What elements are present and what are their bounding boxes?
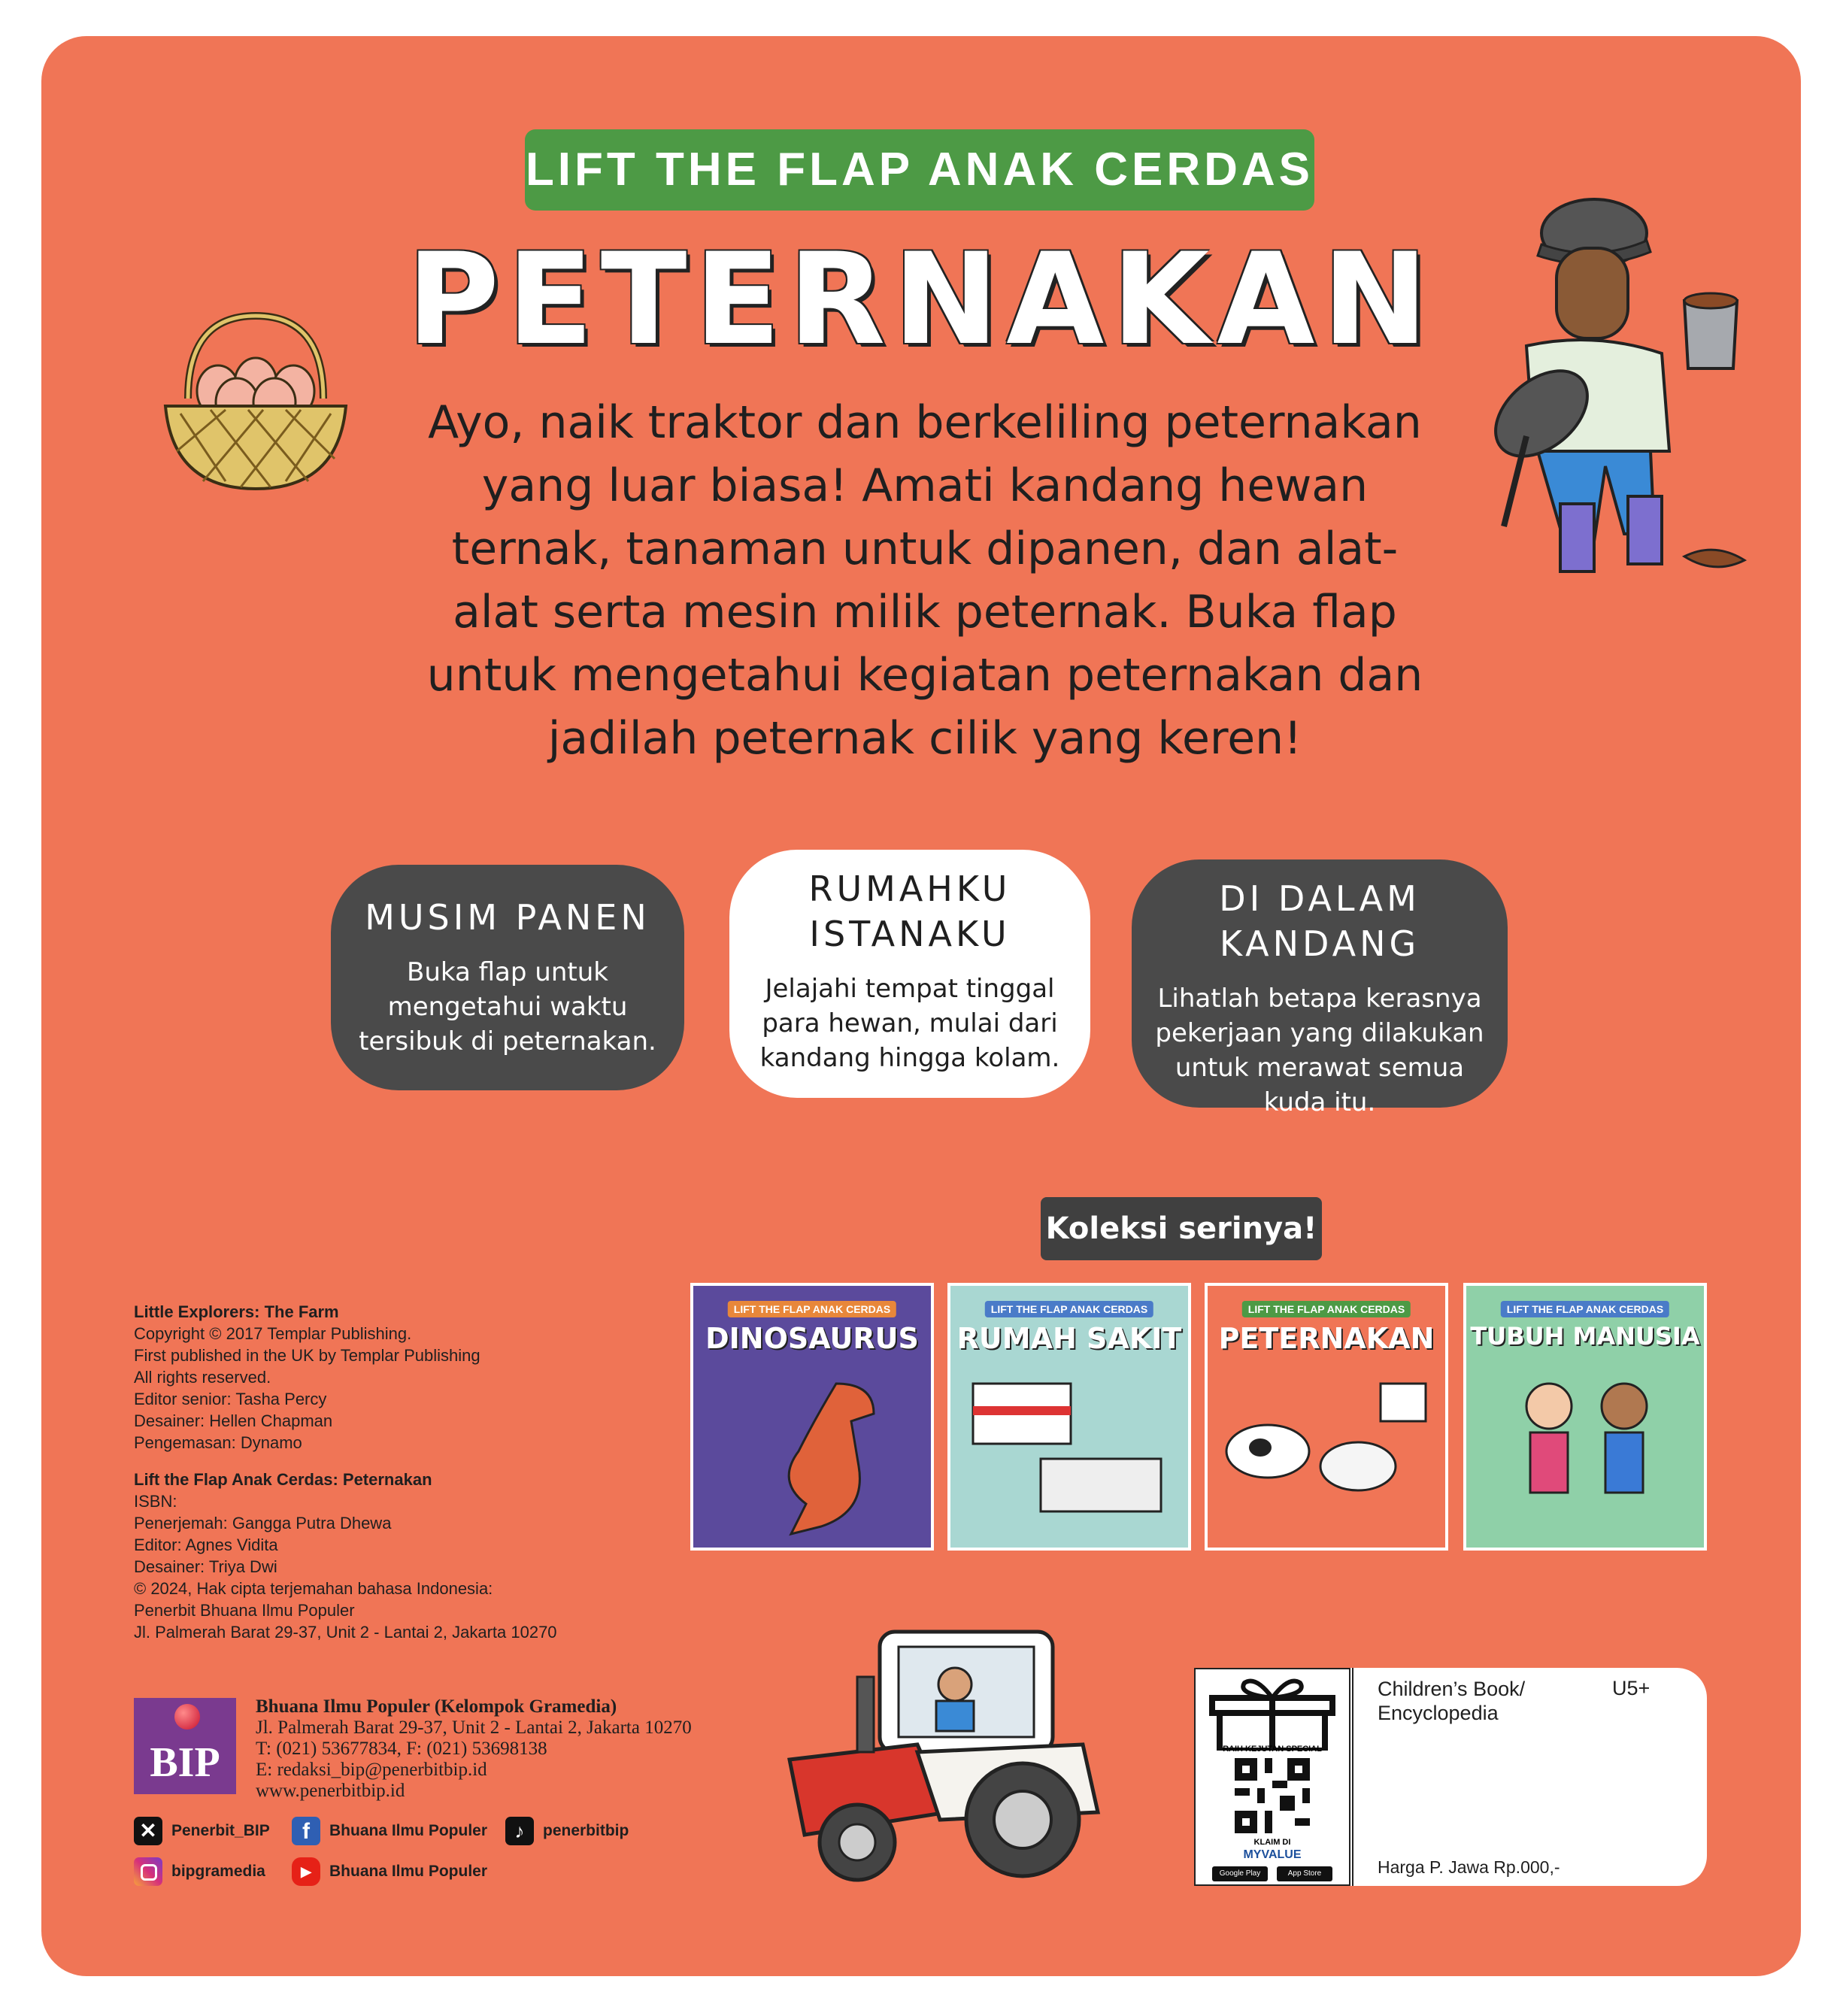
age-rating: U5+ (1612, 1677, 1651, 1699)
book-cover-peternakan (1205, 1283, 1448, 1551)
hospital-illustration (965, 1369, 1176, 1542)
myvalue-brand: MYVALUE (1243, 1848, 1302, 1861)
book-cover-dinosaurus (690, 1283, 934, 1551)
credit-line: Desainer: Hellen Chapman (134, 1411, 333, 1430)
social-instagram[interactable]: bipgramedia (134, 1857, 265, 1886)
feature-title: RUMAHKU ISTANAKU (808, 869, 1011, 954)
youtube-icon: ▶ (292, 1857, 320, 1886)
instagram-icon (134, 1857, 162, 1886)
publisher-line: www.penerbitbip.id (256, 1781, 405, 1801)
bip-logo: BIP (134, 1698, 236, 1794)
credit-line: © 2024, Hak cipta terjemahan bahasa Indonesia: (134, 1579, 493, 1598)
book-title: PETERNAKAN (406, 226, 1436, 373)
category-text: Children’s Book/ Encyclopedia (1378, 1678, 1526, 1724)
dinosaur-illustration (746, 1376, 896, 1542)
price-text: Harga P. Jawa Rp.000,- (1378, 1857, 1560, 1877)
google-play-badge[interactable]: Google Play (1212, 1866, 1268, 1881)
social-facebook[interactable]: f Bhuana Ilmu Populer (292, 1817, 487, 1845)
collection-label: Koleksi serinya! (1041, 1197, 1322, 1260)
blurb-line: Ayo, naik traktor dan berkeliling peternakan (428, 396, 1422, 449)
credit-line: Penerjemah: Gangga Putra Dhewa (134, 1514, 392, 1532)
book-cover-tubuh-manusia (1463, 1283, 1707, 1551)
app-store-badge[interactable]: App Store (1277, 1866, 1332, 1881)
credit-line: Copyright © 2017 Templar Publishing. (134, 1324, 412, 1343)
feature-text: Jelajahi tempat tinggal para hewan, mulai dari kandang hingga kolam. (759, 974, 1060, 1073)
gift-icon (1203, 1675, 1341, 1751)
credit-line: Lift the Flap Anak Cerdas: Peternakan (134, 1470, 432, 1489)
feature-title: DI DALAM KANDANG (1219, 878, 1420, 964)
book-name: DINOSAURUS (705, 1322, 919, 1355)
human-body-illustration (1496, 1369, 1677, 1542)
feature-title: MUSIM PANEN (365, 897, 650, 938)
blurb (421, 391, 1429, 770)
feature-bubble-musim-panen (331, 865, 684, 1090)
book-series-label: LIFT THE FLAP ANAK CERDAS (728, 1301, 896, 1317)
book-name: PETERNAKAN (1218, 1322, 1435, 1355)
social-x[interactable]: ✕ Penerbit_BIP (134, 1817, 270, 1845)
divider (1352, 1668, 1353, 1886)
egg-basket-illustration (158, 308, 353, 496)
myvalue-qr-box[interactable] (1194, 1668, 1350, 1886)
credits (134, 1301, 720, 1643)
x-icon: ✕ (134, 1817, 162, 1845)
blurb-line: ternak, tanaman untuk dipanen, dan alat- (451, 523, 1399, 575)
credit-line: All rights reserved. (134, 1368, 271, 1387)
tractor-illustration (767, 1617, 1113, 1887)
feature-text: Buka flap untuk mengetahui waktu tersibuk di peternakan. (359, 957, 656, 1057)
credit-line: Pengemasan: Dynamo (134, 1433, 302, 1452)
series-banner: LIFT THE FLAP ANAK CERDAS (525, 129, 1314, 211)
book-series-label: LIFT THE FLAP ANAK CERDAS (985, 1301, 1153, 1317)
credit-line: Jl. Palmerah Barat 29-37, Unit 2 - Lantai 2, Jakarta 10270 (134, 1623, 557, 1642)
myvalue-top-text: RAIH KEJUTAN SPECIAL (1223, 1745, 1322, 1754)
tiktok-icon: ♪ (505, 1817, 534, 1845)
book-cover-rumah-sakit (947, 1283, 1191, 1551)
qr-code[interactable] (1235, 1758, 1310, 1833)
blurb-line: jadilah peternak cilik yang keren! (547, 712, 1302, 765)
feature-text: Lihatlah betapa kerasnya pekerjaan yang dilakukan untuk merawat semua kuda itu. (1155, 984, 1484, 1117)
credit-line: Penerbit Bhuana Ilmu Populer (134, 1601, 355, 1620)
social-tiktok[interactable]: ♪ penerbitbip (505, 1817, 629, 1845)
blurb-line: yang luar biasa! Amati kandang hewan (481, 459, 1369, 512)
credit-line: Editor senior: Tasha Percy (134, 1390, 327, 1408)
blurb-line: untuk mengetahui kegiatan peternakan dan (426, 649, 1423, 702)
myvalue-claim-text: KLAIM DI (1253, 1838, 1291, 1847)
publisher-line: Jl. Palmerah Barat 29-37, Unit 2 - Lantai 2, Jakarta 10270 (256, 1717, 692, 1738)
credit-line: Little Explorers: The Farm (134, 1302, 339, 1321)
book-name: TUBUH MANUSIA (1470, 1322, 1700, 1351)
feature-bubble-di-dalam-kandang (1132, 859, 1508, 1117)
farmer-illustration (1444, 180, 1760, 587)
credit-line: ISBN: (134, 1492, 177, 1511)
feature-bubble-rumahku-istanaku (729, 850, 1090, 1098)
farm-illustration (1215, 1369, 1441, 1542)
social-youtube[interactable]: ▶ Bhuana Ilmu Populer (292, 1857, 487, 1886)
publisher-name: Bhuana Ilmu Populer (Kelompok Gramedia) (256, 1696, 617, 1717)
book-series-label: LIFT THE FLAP ANAK CERDAS (1501, 1301, 1669, 1317)
credit-line: Editor: Agnes Vidita (134, 1535, 278, 1554)
book-series-label: LIFT THE FLAP ANAK CERDAS (1242, 1301, 1411, 1317)
publisher-line: E: redaksi_bip@penerbitbip.id (256, 1760, 487, 1780)
publisher-line: T: (021) 53677834, F: (021) 53698138 (256, 1739, 547, 1759)
facebook-icon: f (292, 1817, 320, 1845)
publisher-info (256, 1696, 692, 1802)
blurb-line: alat serta mesin milik peternak. Buka flap (453, 586, 1397, 638)
book-name: RUMAH SAKIT (956, 1322, 1182, 1355)
credit-line: First published in the UK by Templar Publishing (134, 1346, 480, 1365)
credit-line: Desainer: Triya Dwi (134, 1557, 277, 1576)
